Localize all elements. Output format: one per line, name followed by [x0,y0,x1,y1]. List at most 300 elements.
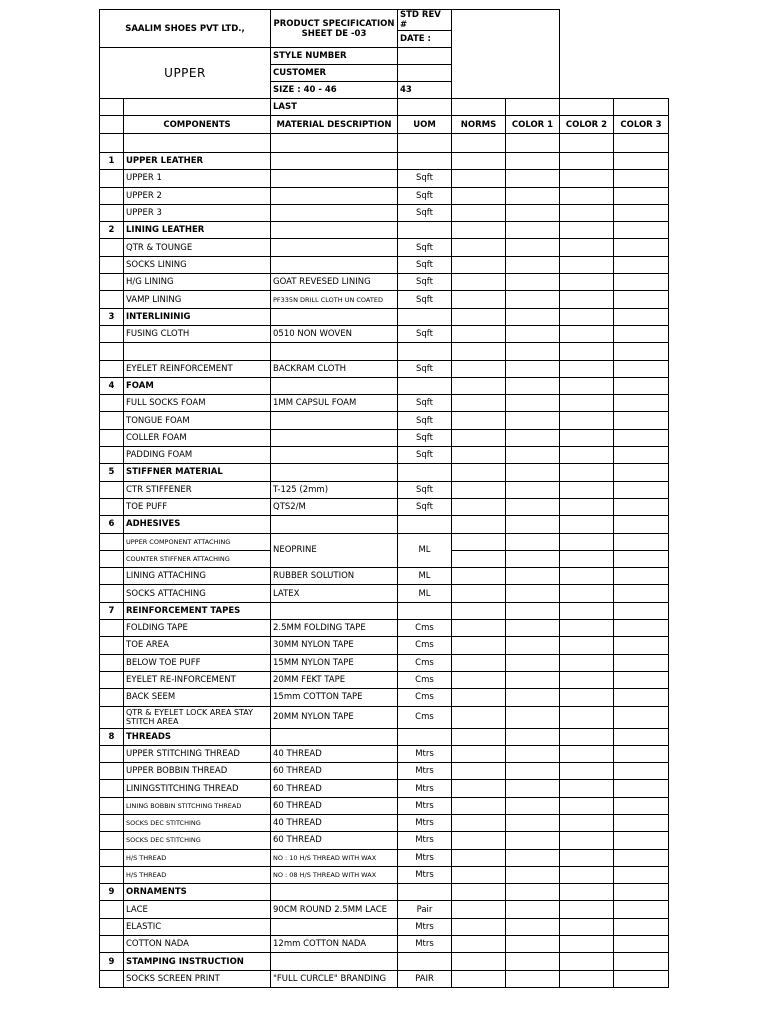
table-row [100,866,669,883]
last-c2 [560,99,614,116]
size-value: 43 [398,82,452,99]
table-row [100,814,669,831]
table-row [100,832,669,849]
col-norms: NORMS [452,116,506,134]
color3-cell [614,654,669,671]
color3-cell [614,620,669,637]
color1-cell [506,377,560,394]
color1-cell [506,884,560,901]
color3-cell [614,745,669,762]
norms-cell [452,745,506,762]
table-row [100,689,669,706]
norms-cell [452,377,506,394]
material-cell: 40 THREAD [271,745,398,762]
color1-cell [506,447,560,464]
col-components: COMPONENTS [124,116,271,134]
material-cell: 60 THREAD [271,832,398,849]
material-cell [271,222,398,239]
color3-cell [614,780,669,797]
table-row [100,706,669,728]
color2-cell [560,901,614,918]
material-cell [271,377,398,394]
color2-cell [560,797,614,814]
color1-cell [506,395,560,412]
spec-title-line1: PRODUCT SPECIFICATION [273,18,395,29]
color3-cell [614,447,669,464]
color3-cell [614,187,669,204]
section-row [100,516,669,533]
table-row [100,637,669,654]
uom-cell: Sqft [398,204,452,221]
color1-cell [506,274,560,291]
uom-cell: ML [398,585,452,602]
section-row [100,222,669,239]
color2-cell [560,602,614,619]
color2-cell [560,412,614,429]
last-value [398,99,452,116]
table-row [100,447,669,464]
component-cell: BELOW TOE PUFF [124,654,271,671]
component-cell: FOLDING TAPE [124,620,271,637]
color2-cell [560,516,614,533]
material-cell: 15MM NYLON TAPE [271,654,398,671]
color2-cell [560,671,614,688]
color2-cell [560,429,614,446]
color1-cell [506,654,560,671]
norms-cell [452,568,506,585]
norms-cell [452,953,506,970]
color1-cell [506,780,560,797]
uom-cell: Cms [398,689,452,706]
uom-cell: Cms [398,620,452,637]
uom-cell [398,464,452,481]
table-row [100,187,669,204]
uom-cell: Sqft [398,481,452,498]
table-row [100,763,669,780]
color2-cell [560,498,614,515]
component-cell: FOAM [124,377,271,394]
material-cell: 60 THREAD [271,763,398,780]
color1-cell [506,481,560,498]
material-cell: QTS2/M [271,498,398,515]
material-cell [271,602,398,619]
material-cell: 60 THREAD [271,797,398,814]
material-cell: BACKRAM CLOTH [271,360,398,377]
color2-cell [560,239,614,256]
component-cell: FUSING CLOTH [124,325,271,342]
row-number [100,620,124,637]
component-cell: COTTON NADA [124,936,271,953]
color3-cell [614,308,669,325]
color3-cell [614,204,669,221]
color3-cell [614,481,669,498]
color1-cell [506,360,560,377]
uom-cell [398,728,452,745]
row-number [100,849,124,866]
color2-cell [560,620,614,637]
color1-cell [506,814,560,831]
component-cell: INTERLININIG [124,308,271,325]
section-row [100,884,669,901]
row-number: 5 [100,464,124,481]
table-row [100,780,669,797]
component-cell: LACE [124,901,271,918]
row-number [100,706,124,728]
color1-cell [506,637,560,654]
row-number [100,360,124,377]
table-row [100,568,669,585]
row-number [100,918,124,935]
component-cell: REINFORCEMENT TAPES [124,602,271,619]
norms-cell [452,360,506,377]
col-color2: COLOR 2 [560,116,614,134]
color1-cell [506,671,560,688]
color3-cell [614,918,669,935]
uom-cell: Mtrs [398,849,452,866]
color1-cell [506,412,560,429]
uom-cell: Sqft [398,325,452,342]
component-cell: QTR & TOUNGE [124,239,271,256]
last-blank2 [124,99,271,116]
material-cell [271,953,398,970]
material-cell: 20MM NYLON TAPE [271,706,398,728]
norms-cell [452,308,506,325]
color2-cell [560,745,614,762]
material-cell [271,204,398,221]
color1-cell [506,763,560,780]
color1-cell [506,170,560,187]
color1-cell [506,849,560,866]
norms-cell [452,671,506,688]
color3-cell [614,153,669,170]
norms-cell [452,533,506,550]
material-cell [271,343,398,360]
uom-cell: Sqft [398,498,452,515]
norms-cell [452,412,506,429]
color2-cell [560,550,614,567]
row-number [100,797,124,814]
section-row [100,728,669,745]
color3-cell [614,585,669,602]
table-row [100,936,669,953]
color1-cell [506,568,560,585]
table-row [100,481,669,498]
spec-title-line2: SHEET DE -03 [301,28,367,39]
color3-cell [614,936,669,953]
uom-cell: Cms [398,637,452,654]
color1-cell [506,153,560,170]
norms-cell [452,620,506,637]
norms-cell [452,901,506,918]
component-cell: UPPER COMPONENT ATTACHING [124,533,271,550]
color1-cell [506,187,560,204]
color1-cell [506,602,560,619]
color3-cell [614,170,669,187]
color3-cell [614,274,669,291]
header-right-blank [560,10,669,99]
table-row [100,654,669,671]
color1-cell [506,936,560,953]
color1-cell [506,866,560,883]
component-cell: COUNTER STIFFNER ATTACHING [124,550,271,567]
norms-cell [452,550,506,567]
material-cell [271,256,398,273]
row-number [100,814,124,831]
uom-cell: Cms [398,671,452,688]
norms-cell [452,274,506,291]
uom-cell: Cms [398,706,452,728]
uom-cell: Pair [398,901,452,918]
uom-cell [398,308,452,325]
section-row [100,377,669,394]
last-c1 [506,99,560,116]
size-label: SIZE : 40 - 46 [271,82,398,99]
component-cell: SOCKS SCREEN PRINT [124,970,271,987]
component-cell: ORNAMENTS [124,884,271,901]
norms-cell [452,970,506,987]
component-cell: SOCKS LINING [124,256,271,273]
norms-cell [452,464,506,481]
row-number [100,637,124,654]
row-number: 3 [100,308,124,325]
norms-cell [452,204,506,221]
row-number: 1 [100,153,124,170]
norms-cell [452,602,506,619]
section-title: UPPER [100,48,271,99]
color3-cell [614,849,669,866]
material-cell: 2.5MM FOLDING TAPE [271,620,398,637]
color3-cell [614,671,669,688]
component-cell: ELASTIC [124,918,271,935]
table-row [100,291,669,308]
table-row [100,620,669,637]
last-blank [100,99,124,116]
norms-cell [452,325,506,342]
col-material: MATERIAL DESCRIPTION [271,116,398,134]
material-cell [271,308,398,325]
section-row [100,153,669,170]
norms-cell [452,936,506,953]
uom-cell: Sqft [398,360,452,377]
color1-cell [506,256,560,273]
uom-cell: Mtrs [398,918,452,935]
component-cell: COLLER FOAM [124,429,271,446]
color2-cell [560,533,614,550]
material-cell: PF335N DRILL CLOTH UN COATED [271,291,398,308]
component-cell: SOCKS DEC STITCHING [124,814,271,831]
row-number [100,671,124,688]
color3-cell [614,222,669,239]
table-row [100,901,669,918]
color1-cell [506,901,560,918]
norms-cell [452,866,506,883]
color2-cell [560,568,614,585]
color2-cell [560,308,614,325]
color1-cell [506,464,560,481]
norms-cell [452,728,506,745]
material-cell [271,516,398,533]
material-cell: 90CM ROUND 2.5MM LACE [271,901,398,918]
table-row [100,745,669,762]
color1-cell [506,533,560,550]
color2-cell [560,936,614,953]
uom-cell: Sqft [398,170,452,187]
row-number [100,866,124,883]
row-number [100,654,124,671]
section-row [100,464,669,481]
material-cell: "FULL CURCLE" BRANDING [271,970,398,987]
component-cell: UPPER 1 [124,170,271,187]
last-c3 [614,99,669,116]
color2-cell [560,953,614,970]
material-cell [271,170,398,187]
uom-cell: Sqft [398,256,452,273]
norms-cell [452,884,506,901]
row-number [100,204,124,221]
color1-cell [506,204,560,221]
norms-cell [452,706,506,728]
component-cell: H/S THREAD [124,866,271,883]
table-row [100,343,669,360]
norms-cell [452,797,506,814]
color2-cell [560,204,614,221]
color3-cell [614,866,669,883]
color3-cell [614,689,669,706]
row-number [100,170,124,187]
uom-cell: Mtrs [398,780,452,797]
component-cell: EYELET RE-INFORCEMENT [124,671,271,688]
table-row [100,412,669,429]
row-number [100,780,124,797]
color2-cell [560,689,614,706]
uom-cell: PAIR [398,970,452,987]
color2-cell [560,866,614,883]
component-cell: UPPER 3 [124,204,271,221]
norms-cell [452,814,506,831]
material-cell [271,187,398,204]
component-cell: STAMPING INSTRUCTION [124,953,271,970]
component-cell: H/G LINING [124,274,271,291]
norms-cell [452,498,506,515]
spacer-row [100,134,669,153]
spec-sheet-table [99,9,669,988]
color3-cell [614,343,669,360]
color3-cell [614,325,669,342]
material-cell: RUBBER SOLUTION [271,568,398,585]
table-row [100,429,669,446]
row-number: 2 [100,222,124,239]
table-row [100,970,669,987]
row-number: 9 [100,953,124,970]
color1-cell [506,325,560,342]
uom-cell: Sqft [398,447,452,464]
component-cell: BACK SEEM [124,689,271,706]
color2-cell [560,464,614,481]
color2-cell [560,654,614,671]
color1-cell [506,620,560,637]
col-color3: COLOR 3 [614,116,669,134]
material-cell [271,884,398,901]
color3-cell [614,256,669,273]
row-number [100,901,124,918]
material-cell: NO : 10 H/S THREAD WITH WAX [271,849,398,866]
color1-cell [506,689,560,706]
uom-cell: Mtrs [398,745,452,762]
row-number [100,481,124,498]
color2-cell [560,256,614,273]
material-cell: GOAT REVESED LINING [271,274,398,291]
column-header-row [100,116,669,134]
color3-cell [614,728,669,745]
component-cell: TONGUE FOAM [124,412,271,429]
color2-cell [560,447,614,464]
norms-cell [452,170,506,187]
norms-cell [452,516,506,533]
uom-cell [398,884,452,901]
color3-cell [614,239,669,256]
material-cell [271,464,398,481]
material-cell: 20MM FEKT TAPE [271,671,398,688]
norms-cell [452,481,506,498]
color2-cell [560,780,614,797]
row-number [100,970,124,987]
color3-cell [614,498,669,515]
row-number [100,568,124,585]
last-norms [452,99,506,116]
color1-cell [506,516,560,533]
norms-cell [452,780,506,797]
color1-cell [506,429,560,446]
norms-cell [452,763,506,780]
material-cell: 30MM NYLON TAPE [271,637,398,654]
company-name: SAALIM SHOES PVT LTD., [100,10,271,48]
uom-cell: Mtrs [398,936,452,953]
color2-cell [560,706,614,728]
component-cell: SOCKS DEC STITCHING [124,832,271,849]
color2-cell [560,153,614,170]
component-cell: PADDING FOAM [124,447,271,464]
row-number [100,498,124,515]
row-number [100,239,124,256]
color2-cell [560,481,614,498]
color3-cell [614,395,669,412]
color3-cell [614,291,669,308]
color3-cell [614,412,669,429]
section-row [100,308,669,325]
table-row [100,239,669,256]
color1-cell [506,222,560,239]
uom-cell: Mtrs [398,866,452,883]
color2-cell [560,377,614,394]
component-cell: H/S THREAD [124,849,271,866]
uom-cell: Cms [398,654,452,671]
table-row [100,585,669,602]
material-cell: 0510 NON WOVEN [271,325,398,342]
date-label: DATE : [398,31,452,48]
norms-cell [452,187,506,204]
color2-cell [560,884,614,901]
component-cell: UPPER LEATHER [124,153,271,170]
material-cell: NEOPRINE [271,533,398,568]
material-cell: 12mm COTTON NADA [271,936,398,953]
uom-cell [398,343,452,360]
table-row [100,274,669,291]
row-number [100,689,124,706]
color2-cell [560,637,614,654]
std-rev-label: STD REV # [398,10,452,31]
uom-cell [398,953,452,970]
row-number: 6 [100,516,124,533]
